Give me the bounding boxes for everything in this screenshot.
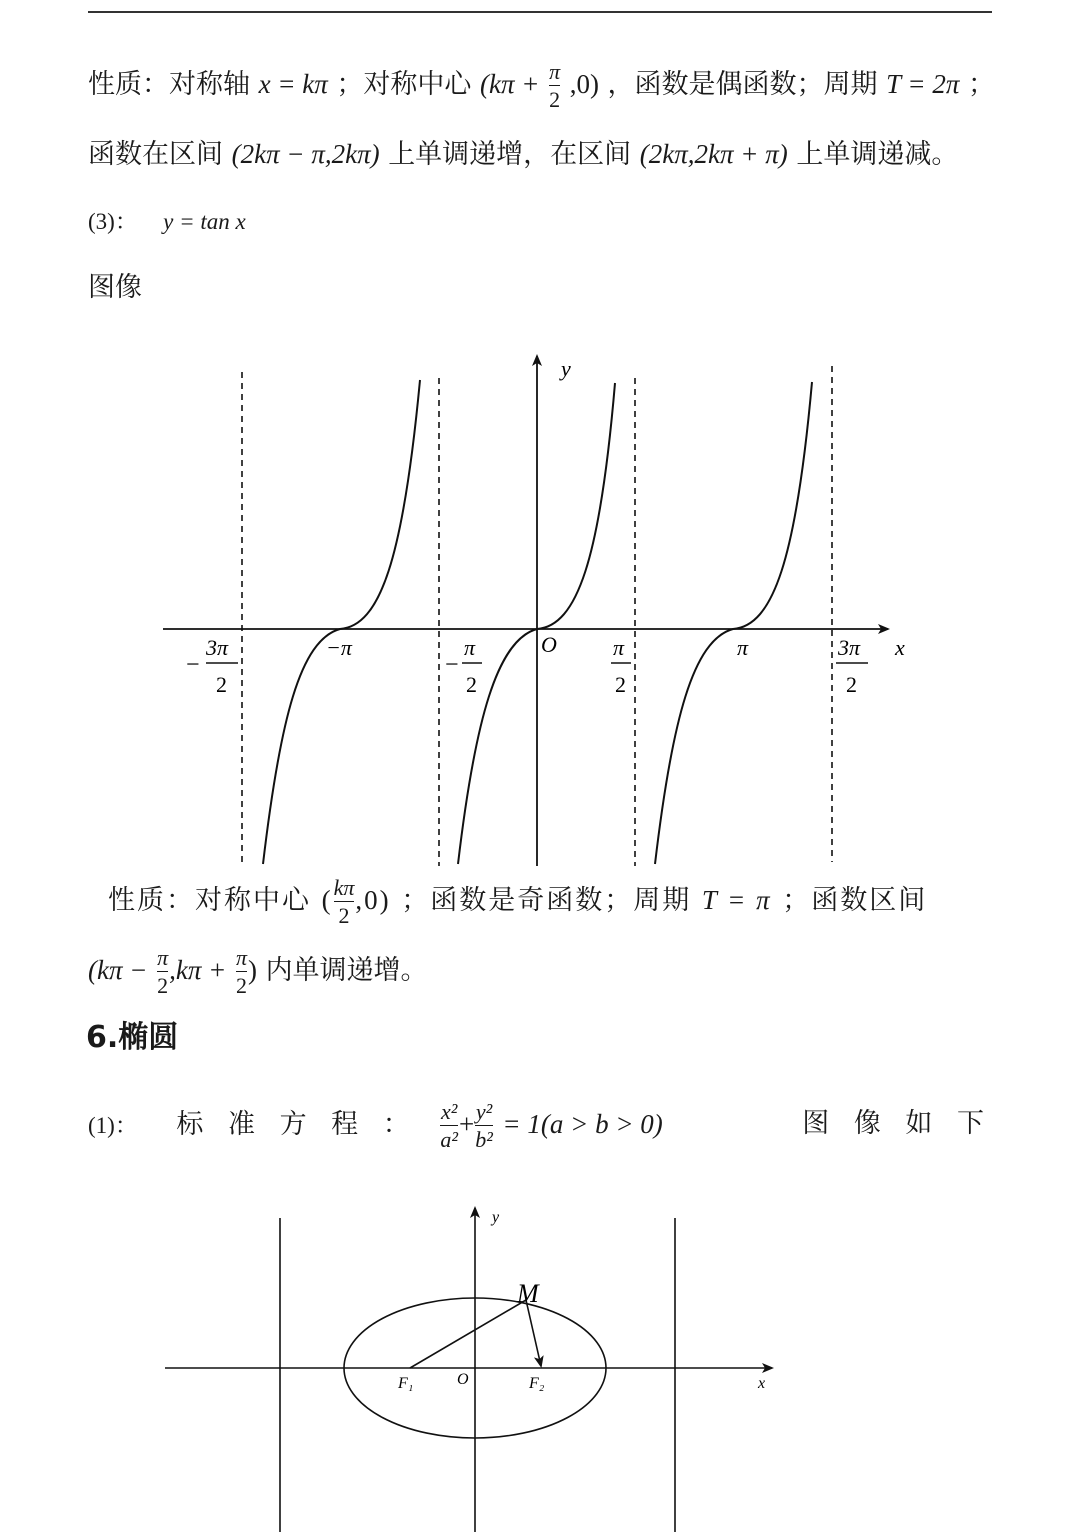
ellipse-graph — [0, 1200, 1080, 1539]
cosine-monotonic-line — [88, 130, 958, 179]
cosine-line2-a: 函数在区间 — [88, 139, 223, 170]
tan-branch-left — [263, 380, 420, 864]
origin-label: O — [541, 632, 557, 657]
tangent-interval-line — [88, 944, 428, 997]
point-m-label: M — [517, 1279, 539, 1308]
x-axis-label: x — [758, 1375, 766, 1392]
standard-eq-label: 标 准 方 程 ： — [176, 1109, 418, 1140]
top-rule — [88, 11, 992, 13]
cosine-properties-line — [88, 58, 995, 111]
tangent-props-prefix: 性质：对称中心 — [108, 885, 311, 916]
cosine-axis-formula: x = kπ — [258, 69, 328, 99]
tick-denominator: 2 — [615, 672, 626, 697]
equation-rhs: = 1(a > b > 0) — [502, 1109, 663, 1139]
tick-numerator: 3π — [838, 635, 861, 660]
tick-neg-pi-2 — [445, 635, 482, 697]
tick-denominator: 2 — [216, 672, 227, 697]
cosine-sep2: ，函数是偶函数；周期 — [607, 69, 878, 100]
tangent-props-end: ；函数区间 — [782, 885, 928, 916]
ellipse-item-label: (1)： — [88, 1113, 138, 1138]
tick-pi-2 — [611, 635, 631, 697]
tick-neg-3pi-2 — [186, 635, 238, 697]
image-as-follows: 图 像 如 下 — [802, 1108, 992, 1139]
fraction-numerator: y² — [475, 1098, 493, 1124]
y-axis-label: y — [492, 1209, 500, 1226]
cosine-sep1: ；对称中心 — [336, 69, 472, 100]
tangent-interval-fraction-right — [235, 944, 247, 998]
tangent-item-label: (3)： — [88, 209, 138, 234]
cosine-line2-c: 上单调递减。 — [796, 139, 959, 170]
cosine-end: ； — [968, 69, 996, 100]
tangent-period: T = π — [701, 885, 772, 915]
tangent-center-tail: ,0) — [355, 885, 391, 915]
cosine-center-open: (kπ + — [480, 69, 540, 99]
cosine-center-close: ,0) — [569, 69, 599, 99]
plus-sign: + — [458, 1109, 475, 1139]
tangent-function: y = tan x — [163, 209, 246, 234]
fraction-denominator: 2 — [235, 972, 247, 998]
y-over-b-fraction — [475, 1098, 493, 1152]
tangent-image-label: 图像 — [88, 272, 142, 303]
focus-f1-label: F₁ — [398, 1375, 414, 1392]
cosine-center-fraction — [549, 58, 561, 112]
segment-f1-m — [410, 1300, 526, 1368]
section-heading: 6.椭圆 — [86, 1020, 179, 1055]
tangent-interval-fraction-left — [157, 944, 169, 998]
tick-numerator: 3π — [206, 635, 229, 660]
origin-label: O — [457, 1371, 469, 1388]
tangent-item — [88, 202, 246, 242]
fraction-denominator: a² — [440, 1126, 458, 1152]
tick-numerator: π — [737, 635, 749, 660]
y-axis-label: y — [561, 356, 571, 381]
tick-sign: − — [445, 652, 459, 678]
fraction-denominator: 2 — [549, 86, 561, 112]
cosine-interval-decreasing: (2kπ,2kπ + π) — [639, 139, 788, 169]
tangent-props-mid: ；函数是奇函数；周期 — [401, 885, 692, 916]
tick-numerator: −π — [326, 635, 352, 660]
tick-pi — [737, 635, 749, 660]
tick-numerator: π — [464, 635, 476, 660]
fraction-denominator: 2 — [157, 972, 169, 998]
tangent-line2-end: 内单调递增。 — [265, 955, 428, 986]
fraction-denominator: 2 — [338, 902, 350, 928]
cosine-interval-increasing: (2kπ − π,2kπ) — [231, 139, 380, 169]
fraction-numerator: π — [235, 944, 247, 970]
x-over-a-fraction — [440, 1098, 458, 1152]
tangent-interval-open: (kπ − — [88, 955, 148, 985]
x-axis-label: x — [895, 635, 905, 660]
tick-numerator: π — [613, 635, 625, 660]
tick-denominator: 2 — [466, 672, 477, 697]
tangent-properties-line: 性质：对称中心 ( $\frac{k\pi}{2}$ ,0) ；函数是奇函数；周期 T = π ；函数区间 — [108, 874, 928, 928]
tangent-center-fraction — [333, 874, 355, 928]
fraction-numerator: x² — [440, 1098, 458, 1124]
tangent-interval-mid: ,kπ + — [169, 955, 227, 985]
ellipse-standard-equation-line — [88, 1094, 992, 1156]
tangent-interval-close: ) — [247, 955, 257, 985]
cosine-line2-b: 上单调递增，在区间 — [388, 139, 632, 170]
cosine-period: T = 2π — [886, 69, 960, 99]
tick-denominator: 2 — [846, 672, 857, 697]
focus-f2-label: F₂ — [529, 1375, 545, 1392]
fraction-numerator: π — [157, 944, 169, 970]
tangent-graph — [0, 340, 1080, 880]
tick-sign: − — [186, 652, 200, 678]
tan-branch-right — [655, 382, 812, 864]
cosine-props-prefix: 性质：对称轴 — [88, 69, 250, 100]
fraction-numerator: kπ — [333, 874, 355, 900]
tick-3pi-2 — [836, 635, 868, 697]
tick-neg-pi — [326, 635, 353, 660]
fraction-denominator: b² — [475, 1126, 493, 1152]
fraction-numerator: π — [549, 58, 561, 84]
segment-m-f2 — [526, 1300, 541, 1366]
